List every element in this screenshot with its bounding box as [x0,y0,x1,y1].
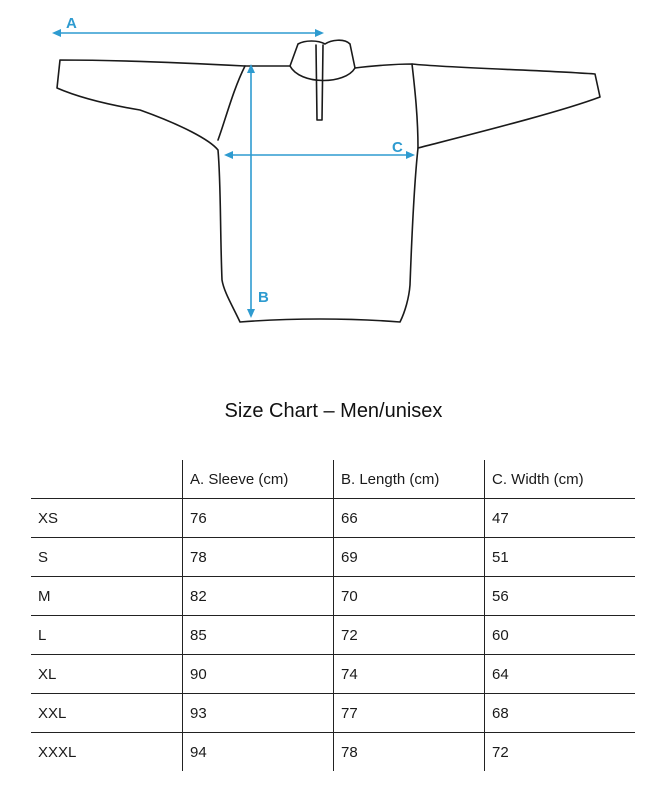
right-sleeve-seam [412,64,418,148]
header-sleeve: A. Sleeve (cm) [183,460,334,499]
cell-size: XL [31,655,183,694]
table-row [31,655,635,694]
sweater-diagram [0,0,667,340]
table-row [31,499,635,538]
cell-length: 72 [334,616,485,655]
cell-width: 64 [485,655,636,694]
length-dimension-arrow [247,64,255,318]
cell-length: 70 [334,577,485,616]
cell-sleeve: 93 [183,694,334,733]
cell-width: 47 [485,499,636,538]
cell-sleeve: 76 [183,499,334,538]
cell-length: 74 [334,655,485,694]
left-sleeve-seam [218,66,245,140]
cell-length: 77 [334,694,485,733]
cell-width: 68 [485,694,636,733]
table-row [31,733,635,772]
cell-length: 69 [334,538,485,577]
size-chart-title: Size Chart – Men/unisex [224,400,443,422]
cell-size: XXL [31,694,183,733]
header-length: B. Length (cm) [334,460,485,499]
table-row [31,694,635,733]
cell-sleeve: 78 [183,538,334,577]
zipper [316,45,323,120]
sleeve-dimension-arrow [52,29,324,37]
cell-width: 72 [485,733,636,772]
header-width: C. Width (cm) [485,460,636,499]
cell-size: XS [31,499,183,538]
cell-sleeve: 85 [183,616,334,655]
label-b: B [258,289,269,306]
cell-size: L [31,616,183,655]
header-size [31,460,183,499]
cell-sleeve: 94 [183,733,334,772]
cell-width: 56 [485,577,636,616]
table-row [31,538,635,577]
cell-length: 78 [334,733,485,772]
cell-size: XXXL [38,743,77,761]
table-row [31,616,635,655]
table-header-row [31,460,635,499]
label-c: C [392,139,403,156]
sweater-outline [57,40,600,322]
width-dimension-arrow [224,151,415,159]
label-a: A [66,15,77,32]
cell-width: 51 [485,538,636,577]
cell-sleeve: 90 [183,655,334,694]
table-row [31,577,635,616]
cell-size: S [31,538,183,577]
size-table [31,460,635,771]
cell-size: M [31,577,183,616]
cell-sleeve: 82 [183,577,334,616]
cell-width: 60 [485,616,636,655]
cell-length: 66 [334,499,485,538]
